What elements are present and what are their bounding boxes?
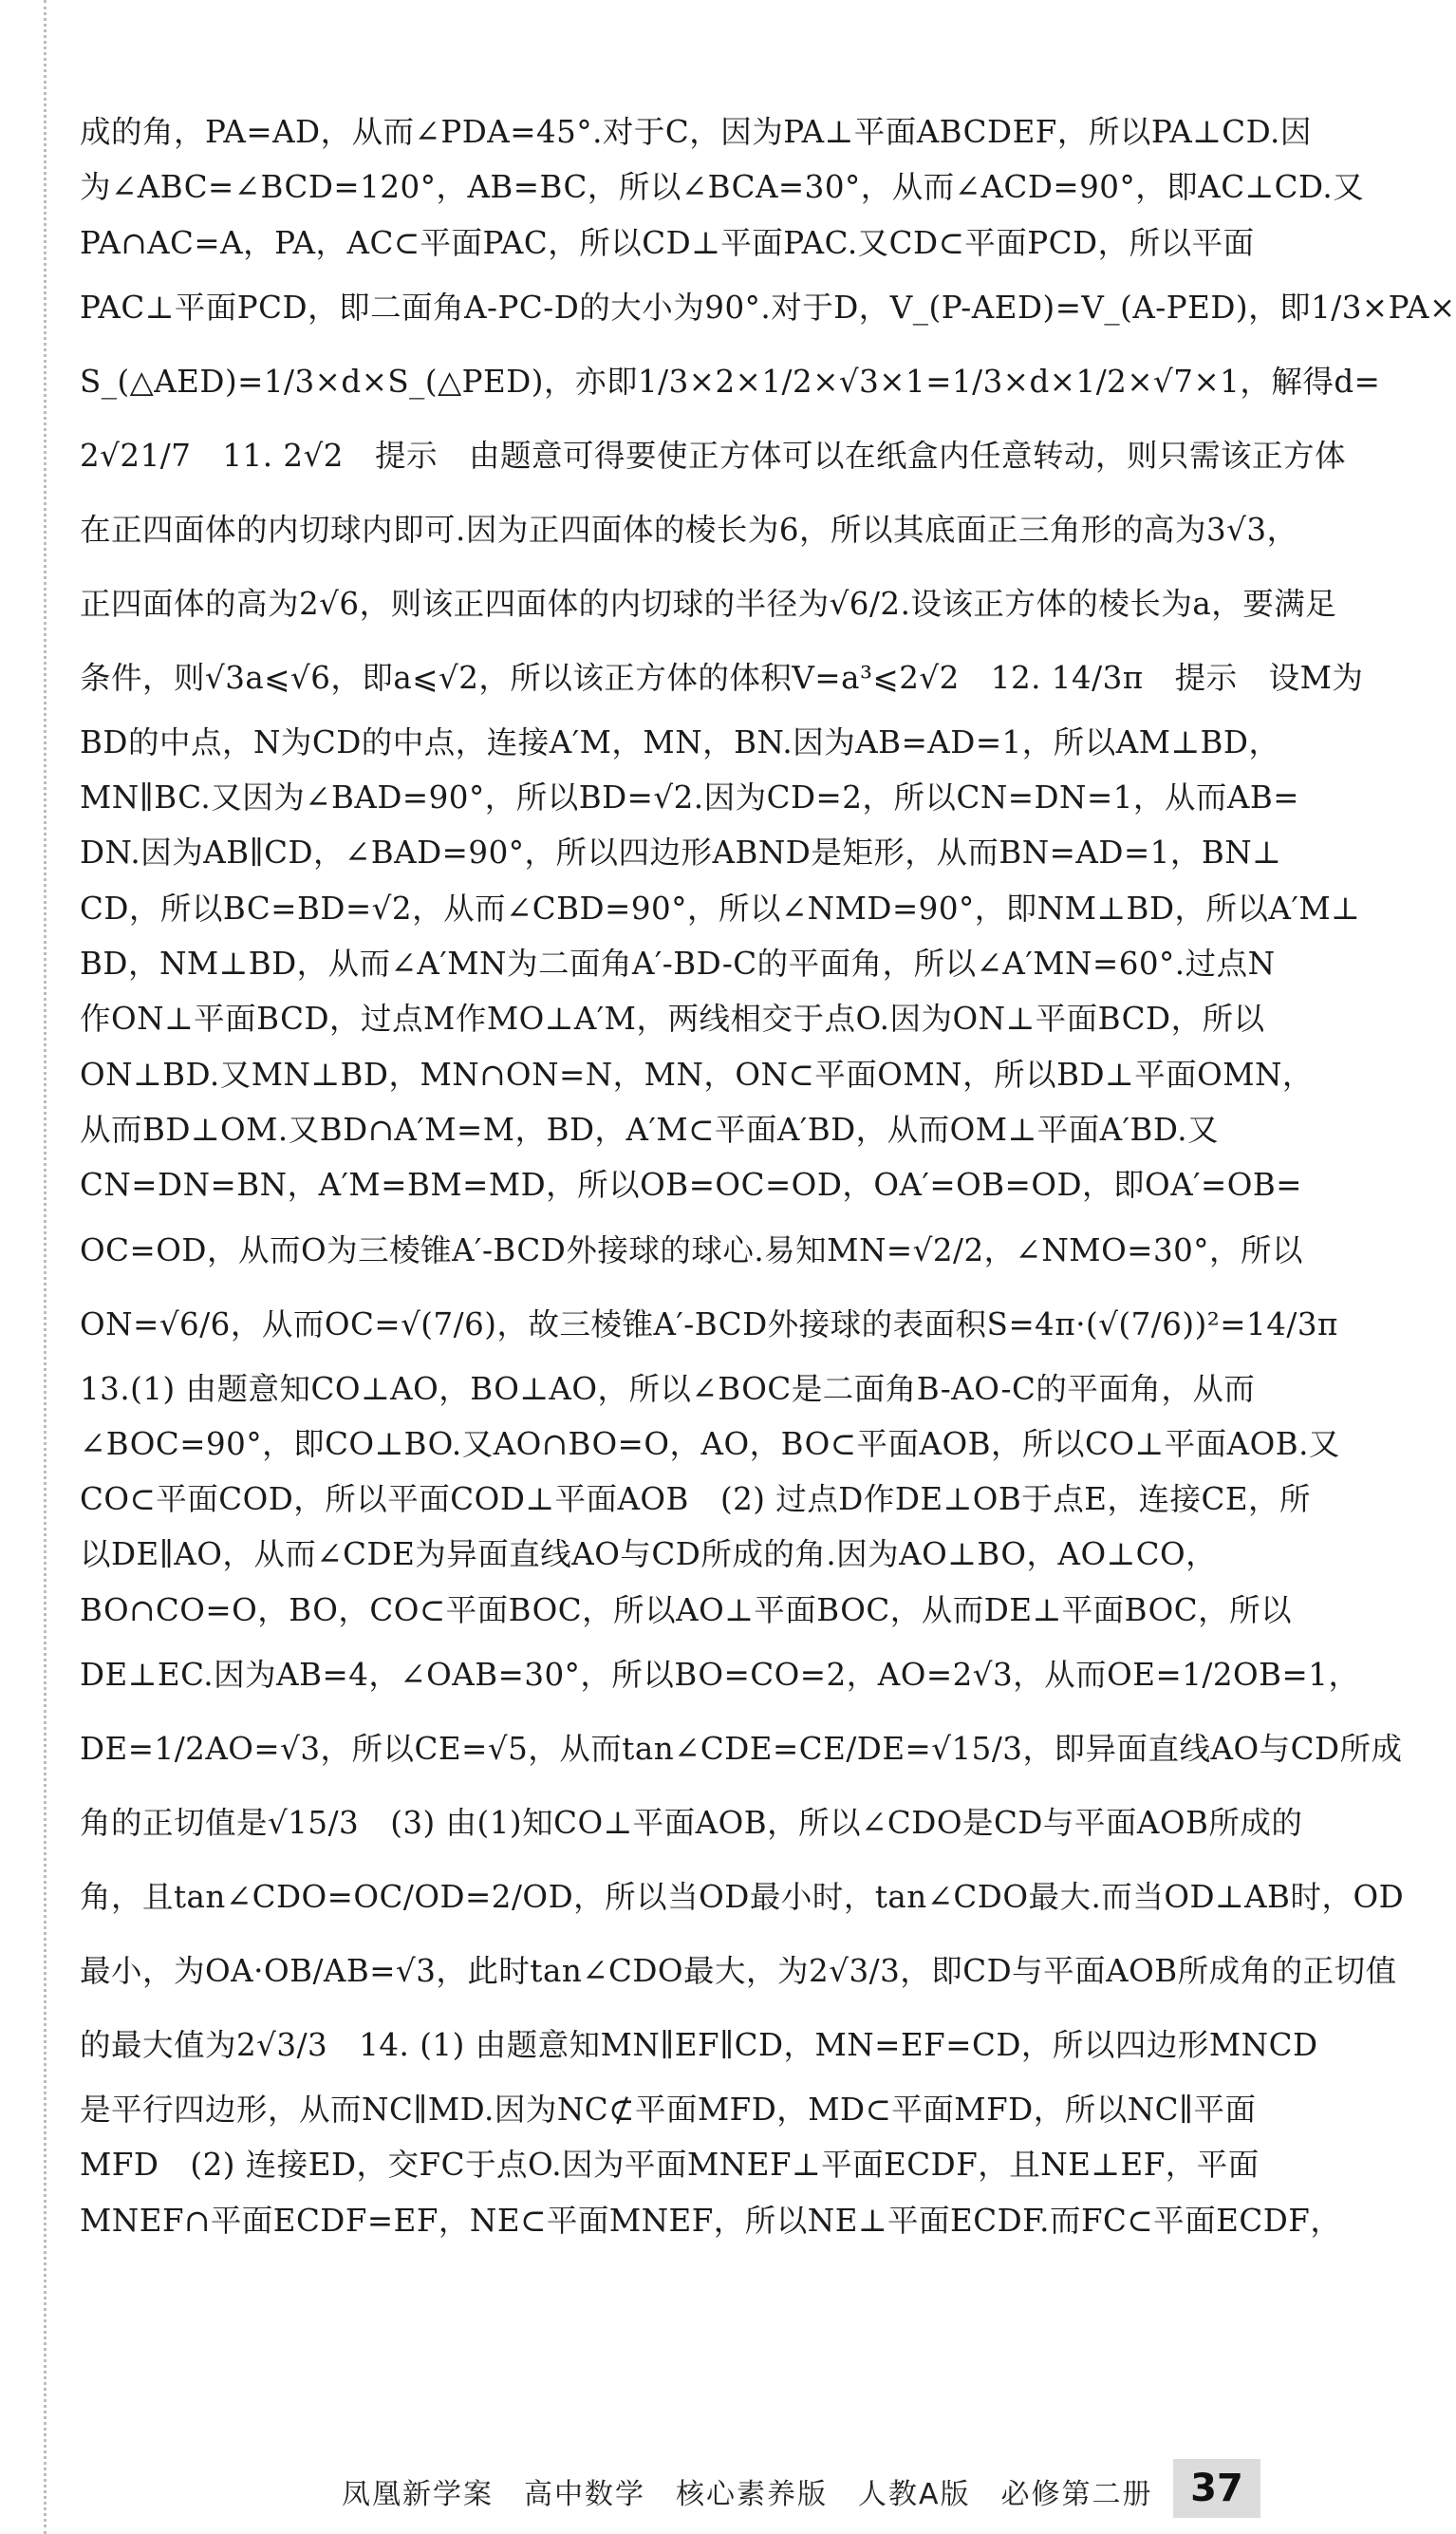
text-line: 为∠ABC=∠BCD=120°，AB=BC，所以∠BCA=30°，从而∠ACD=90°，即AC⊥CD.又	[80, 169, 1365, 206]
text-line: BO∩CO=O，BO，CO⊂平面BOC，所以AO⊥平面BOC，从而DE⊥平面BOC，所以	[80, 1591, 1293, 1628]
page-footer	[0, 2459, 1260, 2518]
text-line: 正四面体的高为2√6，则该正四面体的内切球的半径为√6/2.设该正方体的棱长为a，要满足	[80, 585, 1337, 622]
text-line: DE⊥EC.因为AB=4，∠OAB=30°，所以BO=CO=2，AO=2√3，从而OE=1/2OB=1，	[80, 1657, 1360, 1694]
text-line: 是平行四边形，从而NC∥MD.因为NC⊄平面MFD，MD⊂平面MFD，所以NC∥平面	[80, 2092, 1257, 2129]
page-number: 37	[1173, 2459, 1260, 2518]
text-line: 从而BD⊥OM.又BD∩A′M=M，BD，A′M⊂平面A′BD，从而OM⊥平面A′BD.又	[80, 1111, 1220, 1148]
text-line: ∠BOC=90°，即CO⊥BO.又AO∩BO=O，AO，BO⊂平面AOB，所以CO⊥平面AOB.又	[80, 1425, 1340, 1462]
text-line: ON⊥BD.又MN⊥BD，MN∩ON=N，MN，ON⊂平面OMN，所以BD⊥平面OMN，	[80, 1056, 1314, 1093]
book-title: 凤凰新学案 高中数学 核心素养版 人教A版 必修第二册	[342, 2478, 1153, 2511]
text-line: 角的正切值是√15/3 (3) 由(1)知CO⊥平面AOB，所以∠CDO是CD与平面AOB所成的	[80, 1805, 1303, 1842]
text-line: DN.因为AB∥CD，∠BAD=90°，所以四边形ABND是矩形，从而BN=AD=1，BN⊥	[80, 835, 1282, 872]
text-line: 以DE∥AO，从而∠CDE为异面直线AO与CD所成的角.因为AO⊥BO，AO⊥CO，	[80, 1536, 1218, 1573]
text-line: BD，NM⊥BD，从而∠A′MN为二面角A′-BD-C的平面角，所以∠A′MN=60°.过点N	[80, 946, 1276, 983]
text-line: 13.(1) 由题意知CO⊥AO，BO⊥AO，所以∠BOC是二面角B-AO-C的平面角，从而	[80, 1370, 1256, 1407]
text-line: CD，所以BC=BD=√2，从而∠CBD=90°，所以∠NMD=90°，即NM⊥BD，所以A′M⊥	[80, 890, 1361, 927]
text-line: 角，且tan∠CDO=OC/OD=2/OD，所以当OD最小时，tan∠CDO最大.而当OD⊥AB时，OD	[80, 1879, 1405, 1916]
text-line: MN∥BC.又因为∠BAD=90°，所以BD=√2.因为CD=2，所以CN=DN=1，从而AB=	[80, 779, 1299, 817]
text-line: CN=DN=BN，A′M=BM=MD，所以OB=OC=OD，OA′=OB=OD，即OA′=OB=	[80, 1167, 1303, 1204]
text-line: 条件，则√3a⩽√6，即a⩽√2，所以该正方体的体积V=a³⩽2√2 12. 14/3π 提示 设M为	[80, 659, 1364, 696]
text-line: 作ON⊥平面BCD，过点M作MO⊥A′M，两线相交于点O.因为ON⊥平面BCD，所以	[80, 1001, 1265, 1038]
text-line: PAC⊥平面PCD，即二面角A-PC-D的大小为90°.对于D，V_(P-AED)=V_(A-PED)，即1/3×PA×	[80, 289, 1456, 326]
text-line: BD的中点，N为CD的中点，连接A′M，MN，BN.因为AB=AD=1，所以AM⊥BD，	[80, 723, 1280, 760]
text-line: OC=OD，从而O为三棱锥A′-BCD外接球的球心.易知MN=√2/2，∠NMO=30°，所以	[80, 1231, 1304, 1268]
binding-edge	[44, 0, 47, 2534]
text-line: MFD (2) 连接ED，交FC于点O.因为平面MNEF⊥平面ECDF，且NE⊥EF，平面	[80, 2147, 1260, 2184]
text-line: 在正四面体的内切球内即可.因为正四面体的棱长为6，所以其底面正三角形的高为3√3，	[80, 511, 1298, 548]
text-line: S_(△AED)=1/3×d×S_(△PED)，亦即1/3×2×1/2×√3×1=1/3×d×1/2×√7×1，解得d=	[80, 363, 1381, 400]
text-line: MNEF∩平面ECDF=EF，NE⊂平面MNEF，所以NE⊥平面ECDF.而FC⊂平面ECDF，	[80, 2202, 1342, 2239]
text-line: 2√21/7 11. 2√2 提示 由题意可得要使正方体可以在纸盒内任意转动，则只需该正方体	[80, 437, 1346, 474]
answer-text	[80, 104, 1456, 2248]
text-line: 成的角，PA=AD，从而∠PDA=45°.对于C，因为PA⊥平面ABCDEF，所以PA⊥CD.因	[80, 114, 1312, 150]
text-line: CO⊂平面COD，所以平面COD⊥平面AOB (2) 过点D作DE⊥OB于点E，连接CE，所	[80, 1481, 1312, 1518]
text-line: PA∩AC=A，PA，AC⊂平面PAC，所以CD⊥平面PAC.又CD⊂平面PCD，所以平面	[80, 224, 1255, 261]
text-line: ON=√6/6，从而OC=√(7/6)，故三棱锥A′-BCD外接球的表面积S=4π·(√(7/6))²=14/3π	[80, 1305, 1338, 1342]
text-line: DE=1/2AO=√3，所以CE=√5，从而tan∠CDE=CE/DE=√15/3，即异面直线AO与CD所成	[80, 1731, 1403, 1768]
text-line: 的最大值为2√3/3 14. (1) 由题意知MN∥EF∥CD，MN=EF=CD，所以四边形MNCD	[80, 2027, 1318, 2064]
text-line: 最小，为OA·OB/AB=√3，此时tan∠CDO最大，为2√3/3，即CD与平面AOB所成角的正切值	[80, 1953, 1397, 1990]
